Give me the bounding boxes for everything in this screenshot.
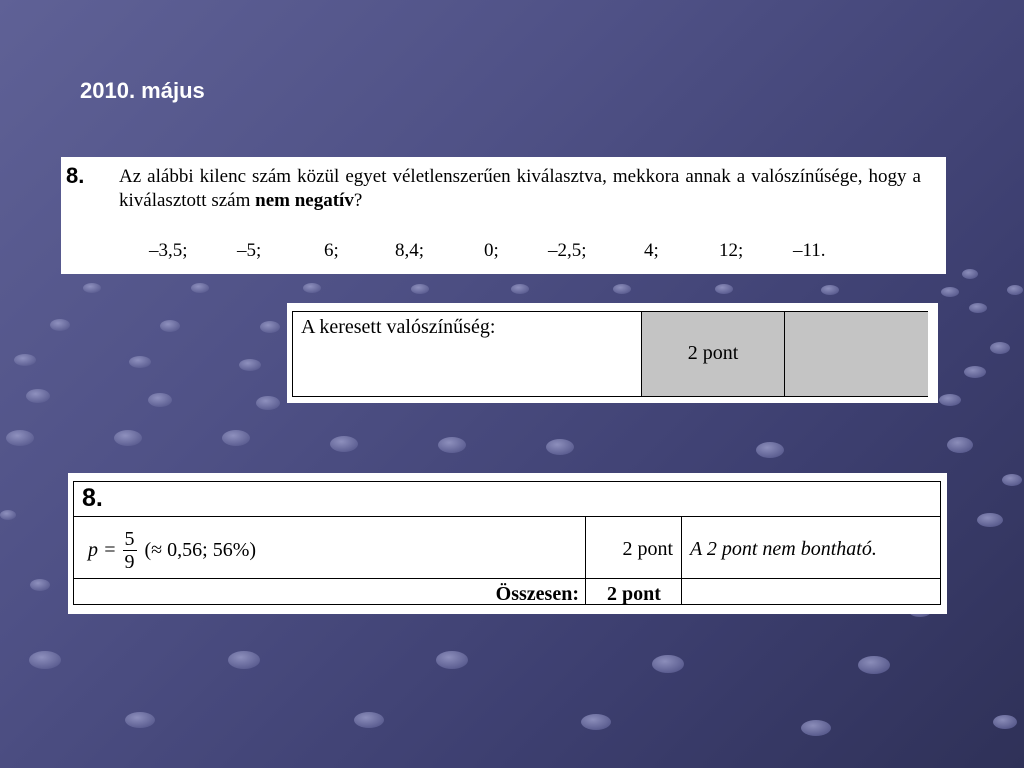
fraction-numerator: 5 [124,528,135,550]
row-divider [74,516,940,517]
problem-number: 8. [66,163,85,188]
solution-panel [68,473,947,614]
answer-label: A keresett valószínűség: [301,316,496,338]
fraction [123,528,137,573]
solution-points: 2 pont [622,538,673,560]
answer-points-cell [641,312,784,396]
problem-text-emphasis: nem negatív [255,190,354,211]
column-divider [585,516,586,604]
solution-header: 8. [82,484,103,512]
solution-formula [88,528,256,573]
number-value: 4; [644,240,659,261]
number-value: –3,5; [149,240,188,261]
number-value: –2,5; [548,240,587,261]
formula-variable: p = [88,539,117,561]
row-divider [74,578,940,579]
problem-text-end: ? [353,190,363,211]
problem-text [119,165,921,213]
number-value: 12; [719,240,744,261]
total-points: 2 pont [607,583,661,605]
number-value: –11. [793,240,826,261]
total-label: Összesen: [495,583,579,605]
slide-title: 2010. május [80,78,205,103]
problem-text-main: Az alábbi kilenc szám közül egyet véletlenszerűen kiválasztva, mekkora annak a valószínűsége, hogy a kiválasztott szám [119,166,921,211]
number-value: 0; [484,240,499,261]
answer-box-panel [287,303,938,403]
number-value: 6; [324,240,339,261]
number-value: –5; [237,240,262,261]
solution-note: A 2 pont nem bontható. [690,538,877,560]
number-value: 8,4; [395,240,425,261]
answer-score-cell [784,312,928,396]
column-divider [681,516,682,604]
answer-box [292,311,928,397]
formula-approximation: (≈ 0,56; 56%) [144,539,257,561]
problem-panel [61,157,946,274]
answer-points: 2 pont [687,342,739,364]
fraction-denominator: 9 [124,551,135,573]
solution-table [73,481,941,605]
